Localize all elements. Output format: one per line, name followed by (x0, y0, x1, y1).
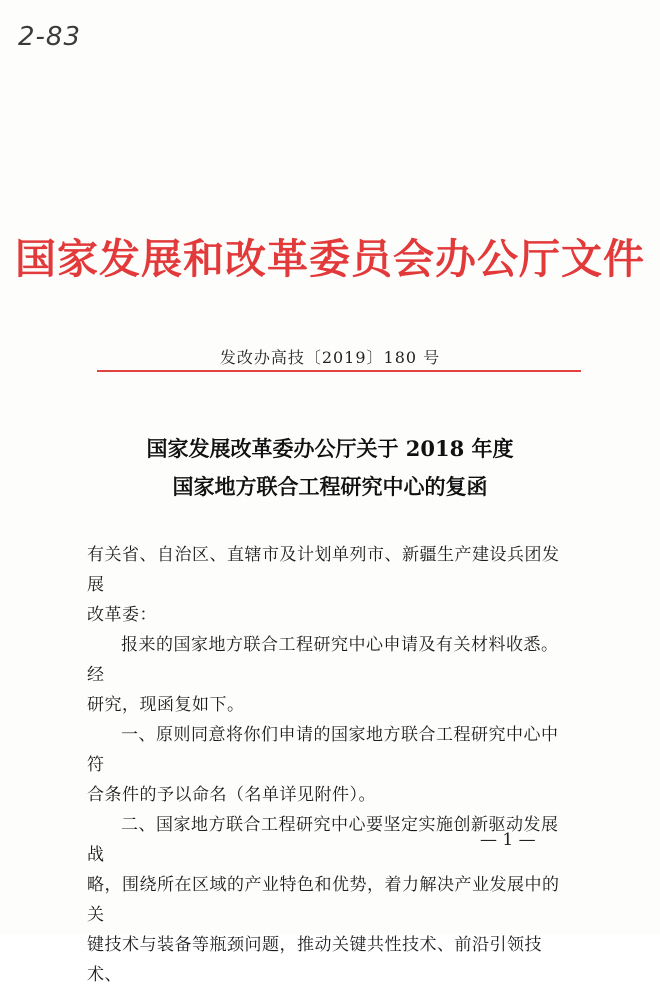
document-title (0, 430, 660, 506)
title-line-1: 国家发展改革委办公厅关于 2018 年度 (146, 436, 514, 461)
paragraph-1-line-1: 报来的国家地方联合工程研究中心申请及有关材料收悉。经 (87, 635, 559, 685)
paragraph-1-line-2: 研究，现函复如下。 (87, 695, 245, 715)
paragraph-3-line-2: 略，围绕所在区域的产业特色和优势，着力解决产业发展中的关 (87, 875, 560, 925)
document-number: 发改办高技〔2019〕180 号 (219, 348, 441, 367)
page-number: — 1 — (480, 830, 536, 850)
addressee-line-1: 有关省、自治区、直辖市及计划单列市、新疆生产建设兵团发展 (87, 545, 560, 595)
title-line-2: 国家地方联合工程研究中心的复函 (172, 474, 488, 499)
red-divider-line (97, 370, 581, 372)
handwritten-mark: 2-83 (18, 22, 82, 52)
paragraph-2-line-1: 一、原则同意将你们申请的国家地方联合工程研究中心中符 (87, 725, 559, 775)
addressee-line-2: 改革委： (87, 605, 157, 625)
paragraph-3-line-3: 键技术与装备等瓶颈问题，推动关键共性技术、前沿引领技术、 (87, 935, 542, 985)
paragraph-3-line-1: 二、国家地方联合工程研究中心要坚定实施创新驱动发展战 (87, 815, 559, 865)
paragraph-2-line-2: 合条件的予以命名（名单详见附件）。 (87, 785, 376, 805)
red-banner-title: 国家发展和改革委员会办公厅文件 (15, 235, 645, 283)
document-body (87, 540, 573, 990)
